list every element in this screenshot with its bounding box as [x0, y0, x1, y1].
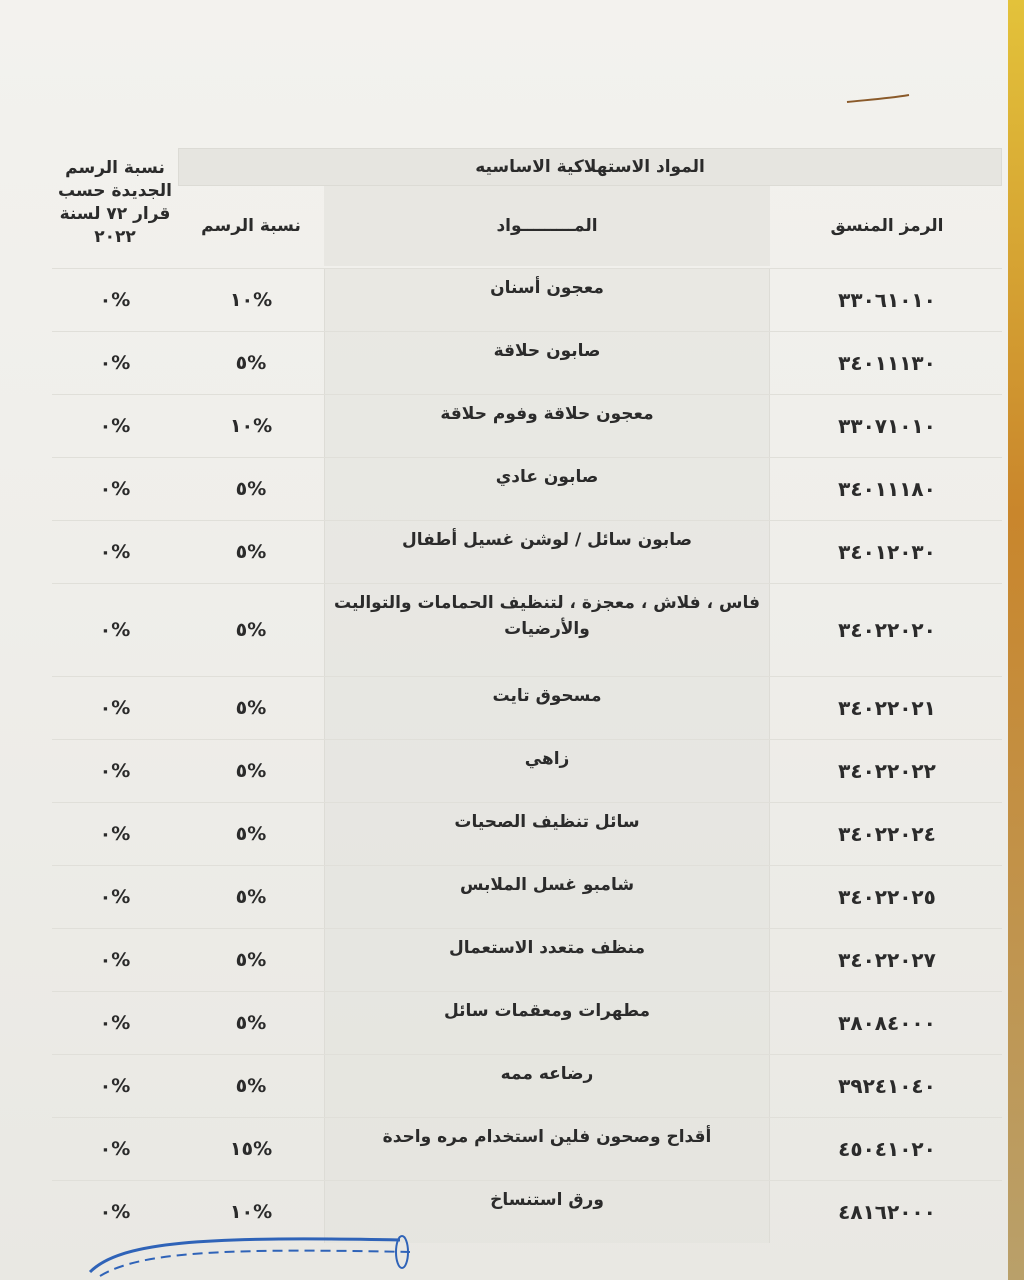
- new-fee-rate: %٠: [99, 949, 131, 971]
- table-row: [52, 991, 1002, 1054]
- new-fee-rate: %٠: [99, 1201, 131, 1223]
- hs-code: ٤٥٠٤١٠٢٠: [838, 1137, 936, 1161]
- fee-rate: %٥: [235, 619, 267, 641]
- new-fee-rate: %٠: [99, 760, 131, 782]
- new-fee-rate: %٠: [99, 541, 131, 563]
- fee-rate: %١٠: [229, 289, 273, 311]
- item-name: أقداح وصحون فلين استخدام مره واحدة: [324, 1118, 770, 1180]
- column-header-item: المـــــــــواد: [324, 186, 770, 266]
- fee-rate: %٥: [235, 886, 267, 908]
- item-name: رضاعه ممه: [324, 1055, 770, 1117]
- new-fee-rate: %٠: [99, 1075, 131, 1097]
- new-fee-rate: %٠: [99, 289, 131, 311]
- column-header-code: الرمز المنسق: [830, 216, 944, 236]
- table-row: [52, 331, 1002, 394]
- table-row: [52, 676, 1002, 739]
- hs-code: ٣٣٠٦١٠١٠: [838, 288, 936, 312]
- item-name: زاهي: [324, 740, 770, 802]
- hs-code: ٣٤٠١١١٨٠: [838, 477, 936, 501]
- new-fee-rate: %٠: [99, 415, 131, 437]
- table-row: [52, 583, 1002, 676]
- column-header-new-rate: نسبة الرسم الجديدة حسب قرار ٧٢ لسنة ٢٠٢٢: [58, 158, 172, 247]
- item-name: مطهرات ومعقمات سائل: [324, 992, 770, 1054]
- item-name: منظف متعدد الاستعمال: [324, 929, 770, 991]
- hs-code: ٣٤٠١٢٠٣٠: [838, 540, 936, 564]
- fee-rate: %١٠: [229, 1201, 273, 1223]
- fee-rate: %٥: [235, 541, 267, 563]
- item-name: معجون أسنان: [324, 269, 770, 331]
- hs-code: ٣٤٠١١١٣٠: [838, 351, 936, 375]
- item-name: فاس ، فلاش ، معجزة ، لتنظيف الحمامات والتواليت والأرضيات: [324, 584, 770, 676]
- item-name: مسحوق تايت: [324, 677, 770, 739]
- table-row: [52, 1054, 1002, 1117]
- new-fee-rate: %٠: [99, 619, 131, 641]
- item-name: سائل تنظيف الصحيات: [324, 803, 770, 865]
- hs-code: ٣٤٠٢٢٠٢١: [838, 696, 936, 720]
- hs-code: ٣٤٠٢٢٠٢٥: [838, 885, 936, 909]
- table-row: [52, 928, 1002, 991]
- table-row: [52, 1117, 1002, 1180]
- item-name: معجون حلاقة وفوم حلاقة: [324, 395, 770, 457]
- pen-mark: [845, 88, 915, 138]
- new-fee-rate: %٠: [99, 886, 131, 908]
- fee-rate: %٥: [235, 1012, 267, 1034]
- background-edge: [1008, 0, 1024, 1280]
- hs-code: ٣٣٠٧١٠١٠: [838, 414, 936, 438]
- item-name: شامبو غسل الملابس: [324, 866, 770, 928]
- fee-rate: %٥: [235, 1075, 267, 1097]
- hs-code: ٣٩٢٤١٠٤٠: [838, 1074, 936, 1098]
- hs-code: ٣٤٠٢٢٠٢٧: [838, 948, 936, 972]
- fee-rate: %٥: [235, 697, 267, 719]
- table-row: [52, 394, 1002, 457]
- hs-code: ٣٨٠٨٤٠٠٠: [838, 1011, 936, 1035]
- table-row: [52, 865, 1002, 928]
- new-fee-rate: %٠: [99, 478, 131, 500]
- official-stamp: [80, 1222, 420, 1280]
- new-fee-rate: %٠: [99, 697, 131, 719]
- new-fee-rate: %٠: [99, 1012, 131, 1034]
- fee-rate: %٥: [235, 760, 267, 782]
- item-name: صابون حلاقة: [324, 332, 770, 394]
- table-row: [52, 520, 1002, 583]
- table-row: [52, 457, 1002, 520]
- table-header: [52, 140, 1002, 268]
- item-name: ورق استنساخ: [324, 1181, 770, 1243]
- fee-rate: %٥: [235, 352, 267, 374]
- item-name: صابون سائل / لوشن غسيل أطفال: [324, 521, 770, 583]
- new-fee-rate: %٠: [99, 823, 131, 845]
- hs-code: ٤٨١٦٢٠٠٠: [838, 1200, 936, 1224]
- fee-rate: %٥: [235, 478, 267, 500]
- hs-code: ٣٤٠٢٢٠٢٢: [838, 759, 936, 783]
- fee-rate: %٥: [235, 949, 267, 971]
- new-fee-rate: %٠: [99, 352, 131, 374]
- hs-code: ٣٤٠٢٢٠٢٤: [838, 822, 936, 846]
- new-fee-rate: %٠: [99, 1138, 131, 1160]
- table-row: [52, 739, 1002, 802]
- tariff-table: [52, 140, 1002, 1243]
- section-title: المواد الاستهلاكية الاساسيه: [178, 148, 1002, 186]
- table-row: [52, 268, 1002, 331]
- fee-rate: %١٠: [229, 415, 273, 437]
- hs-code: ٣٤٠٢٢٠٢٠: [838, 618, 936, 642]
- table-row: [52, 802, 1002, 865]
- item-name: صابون عادي: [324, 458, 770, 520]
- fee-rate: %٥: [235, 823, 267, 845]
- column-header-rate: نسبة الرسم: [201, 216, 301, 236]
- fee-rate: %١٥: [229, 1138, 273, 1160]
